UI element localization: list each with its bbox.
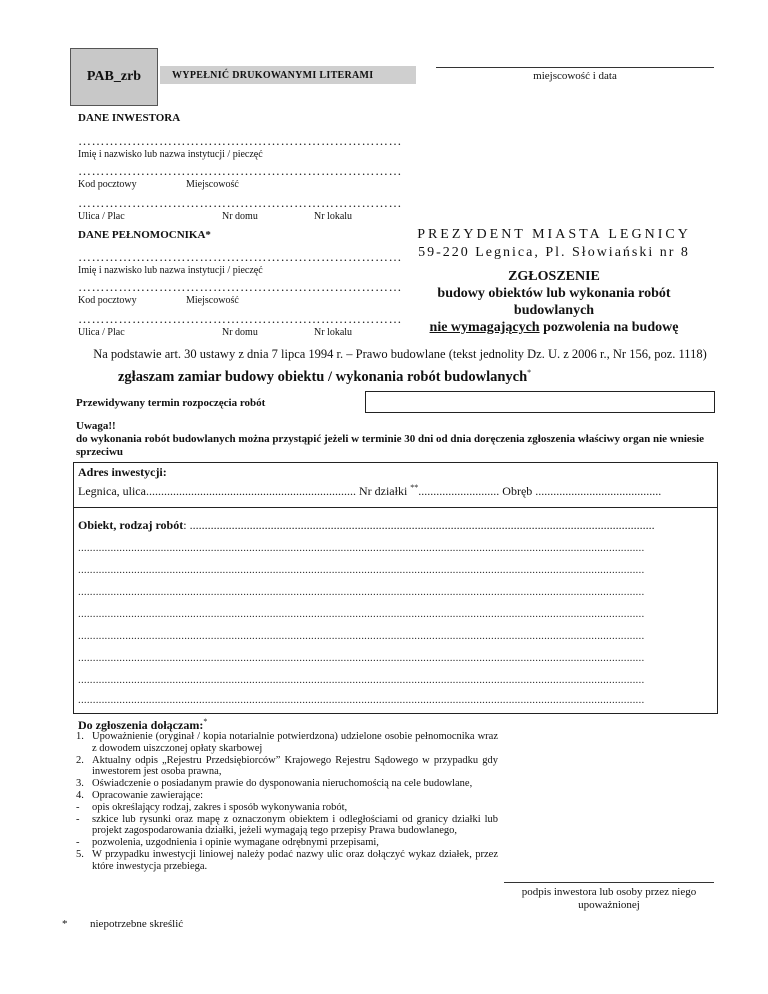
- proxy-name-label: Imię i nazwisko lub nazwa instytucji / pieczęć: [78, 265, 263, 276]
- object-dotted-line[interactable]: ................................................................................................................................................................................................: [78, 564, 645, 576]
- investor-section-title: DANE INWESTORA: [78, 112, 181, 124]
- investor-city-label: Miejscowość: [186, 179, 239, 190]
- signature-label: [504, 886, 714, 912]
- declaration-footnote-mark: *: [527, 368, 532, 377]
- proxy-postal-label: Kod pocztowy: [78, 295, 137, 306]
- warning-text: do wykonania robót budowlanych można przystąpić jeżeli w terminie 30 dni od dnia doręczenia zgłoszenia właściwy organ nie wniesie sprzeciwu: [76, 433, 705, 458]
- form-title-underlined: nie wymagających: [429, 320, 540, 335]
- investor-flat-label: Nr lokalu: [314, 211, 353, 222]
- signature-label-line2: upoważnionej: [578, 899, 640, 911]
- investor-street-field[interactable]: ………………………………………………………………: [78, 195, 402, 210]
- attachments-footnote-mark: *: [203, 717, 208, 726]
- start-date-field[interactable]: [365, 391, 715, 413]
- object-label: Obiekt, rodzaj robót: [78, 518, 184, 532]
- investor-name-field[interactable]: ………………………………………………………………: [78, 133, 402, 148]
- form-code-box: [70, 48, 158, 106]
- signature-line[interactable]: [504, 882, 714, 883]
- attachment-marker: 4.: [76, 789, 84, 801]
- attachment-item: [76, 814, 498, 838]
- declaration-text: zgłaszam zamiar budowy obiektu / wykonania robót budowlanych: [118, 368, 528, 385]
- form-title-line3: budowlanych: [513, 303, 595, 318]
- signature-label-line1: podpis inwestora lub osoby przez niego: [521, 886, 697, 898]
- form-title-line2: budowy obiektów lub wykonania robót: [437, 286, 671, 301]
- object-dotted-line[interactable]: ................................................................................................................................................................................................: [78, 630, 645, 642]
- addressee-name: PREZYDENT MIASTA LEGNICY: [417, 227, 691, 242]
- legal-basis: Na podstawie art. 30 ustawy z dnia 7 lipca 1994 r. – Prawo budowlane (tekst jednolity Dz. U. z 2006 r., Nr 156, poz. 1118): [93, 347, 707, 361]
- proxy-street-field[interactable]: ………………………………………………………………: [78, 311, 402, 326]
- investor-name-label: Imię i nazwisko lub nazwa instytucji / pieczęć: [78, 149, 263, 160]
- plot-number-label: Nr działki: [355, 484, 411, 498]
- addressee-block: [384, 226, 724, 262]
- proxy-street-label: Ulica / Plac: [78, 327, 125, 338]
- object-dotted-line[interactable]: ................................................................................................................................................................................................: [78, 652, 645, 664]
- place-date-label: miejscowość i data: [533, 70, 617, 82]
- attachment-marker: -: [76, 837, 80, 849]
- address-line[interactable]: [78, 483, 661, 499]
- form-title: [384, 268, 724, 336]
- investor-house-label: Nr domu: [222, 211, 258, 222]
- attachment-item: [76, 802, 498, 814]
- object-dotted-line[interactable]: ................................................................................................................................................................................................: [78, 586, 645, 598]
- proxy-name-field[interactable]: ………………………………………………………………: [78, 249, 402, 264]
- object-dotted-line[interactable]: ................................................................................................................................................................................................: [78, 608, 645, 620]
- object-dotted-line[interactable]: ................................................................................................................................................................................................: [78, 694, 645, 706]
- object-line[interactable]: [78, 518, 655, 533]
- attachments-list: [76, 731, 498, 873]
- footnote-text: niepotrzebne skreślić: [90, 918, 184, 930]
- fill-instruction-text: WYPEŁNIĆ DRUKOWANYMI LITERAMI: [172, 69, 374, 81]
- proxy-city-label: Miejscowość: [186, 295, 239, 306]
- warning-note: [76, 420, 716, 459]
- plot-number-field: ...........................: [418, 484, 503, 498]
- proxy-section-title: DANE PEŁNOMOCNIKA*: [78, 229, 211, 241]
- form-code: PAB_zrb: [86, 69, 142, 84]
- warning-title: Uwaga!!: [76, 420, 116, 432]
- attachment-marker: -: [76, 801, 80, 813]
- start-date-label: Przewidywany termin rozpoczęcia robót: [76, 397, 266, 409]
- addressee-address: 59-220 Legnica, Pl. Słowiański nr 8: [418, 245, 690, 260]
- object-field: : ...........................................................................................................................................................: [183, 518, 655, 532]
- attachment-marker: -: [76, 813, 80, 825]
- attachment-text: opis określający rodzaj, zakres i sposób wykonywania robót,: [92, 801, 348, 813]
- attachment-marker: 3.: [76, 778, 84, 790]
- frame-divider: [73, 507, 718, 508]
- attachment-text: szkice lub rysunki oraz mapę z oznaczonym obiektem i odległościami od granicy działki lub projekt zagospodarowania działki, jeżeli wymagają tego przepisy Prawa budowlanego,: [92, 813, 498, 837]
- attachment-marker: 5.: [76, 848, 84, 860]
- attachment-text: Opracowanie zawierające:: [92, 789, 204, 801]
- object-dotted-line[interactable]: ................................................................................................................................................................................................: [78, 542, 645, 554]
- footnote-mark: *: [62, 918, 68, 930]
- object-dotted-line[interactable]: ................................................................................................................................................................................................: [78, 674, 645, 686]
- address-city-street: Legnica, ulica......................................................................: [78, 484, 356, 498]
- declaration-heading: [118, 368, 531, 386]
- attachment-item: [76, 837, 498, 849]
- attachment-text: W przypadku inwestycji liniowej należy podać nazwy ulic oraz dołączyć wykaz działek, przez które inwestycja przebiega.: [92, 848, 498, 872]
- attachment-item: [76, 790, 498, 802]
- fill-instruction-banner: [160, 66, 416, 84]
- attachment-item: [76, 849, 498, 873]
- attachment-text: pozwolenia, uzgodnienia i opinie wymagane odrębnymi przepisami,: [92, 837, 379, 849]
- address-title: Adres inwestycji:: [78, 465, 167, 479]
- proxy-flat-label: Nr lokalu: [314, 327, 353, 338]
- attachment-item: [76, 731, 498, 755]
- attachment-marker: 2.: [76, 754, 84, 766]
- precinct-field: Obręb ..........................................: [502, 484, 662, 498]
- attachment-item: [76, 778, 498, 790]
- plot-footnote-mark: **: [410, 483, 419, 492]
- footnote: [62, 918, 183, 930]
- attachment-item: [76, 755, 498, 779]
- proxy-house-label: Nr domu: [222, 327, 258, 338]
- attachment-text: Oświadczenie o posiadanym prawie do dysponowania nieruchomością na cele budowlane,: [92, 778, 473, 790]
- attachment-text: Aktualny odpis „Rejestru Przedsiębiorców” Krajowego Rejestru Sądowego w przypadku gdy inwestorem jest osoba prawna,: [92, 754, 498, 778]
- form-title-line1: ZGŁOSZENIE: [508, 269, 600, 284]
- place-date-line: [436, 67, 714, 68]
- attachment-marker: 1.: [76, 731, 84, 742]
- proxy-postal-field[interactable]: ………………………………………………………………: [78, 279, 402, 294]
- investor-street-label: Ulica / Plac: [78, 211, 125, 222]
- investor-postal-label: Kod pocztowy: [78, 179, 137, 190]
- attachments-title-text: Do zgłoszenia dołączam:: [78, 718, 204, 732]
- form-title-line4: pozwolenia na budowę: [539, 320, 679, 335]
- attachment-text: Upoważnienie (oryginał / kopia notarialnie potwierdzona) udzielone osobie pełnomocnika wraz z dowodem uiszczonej opłaty skarbowej: [92, 731, 498, 754]
- investor-postal-field[interactable]: ………………………………………………………………: [78, 163, 402, 178]
